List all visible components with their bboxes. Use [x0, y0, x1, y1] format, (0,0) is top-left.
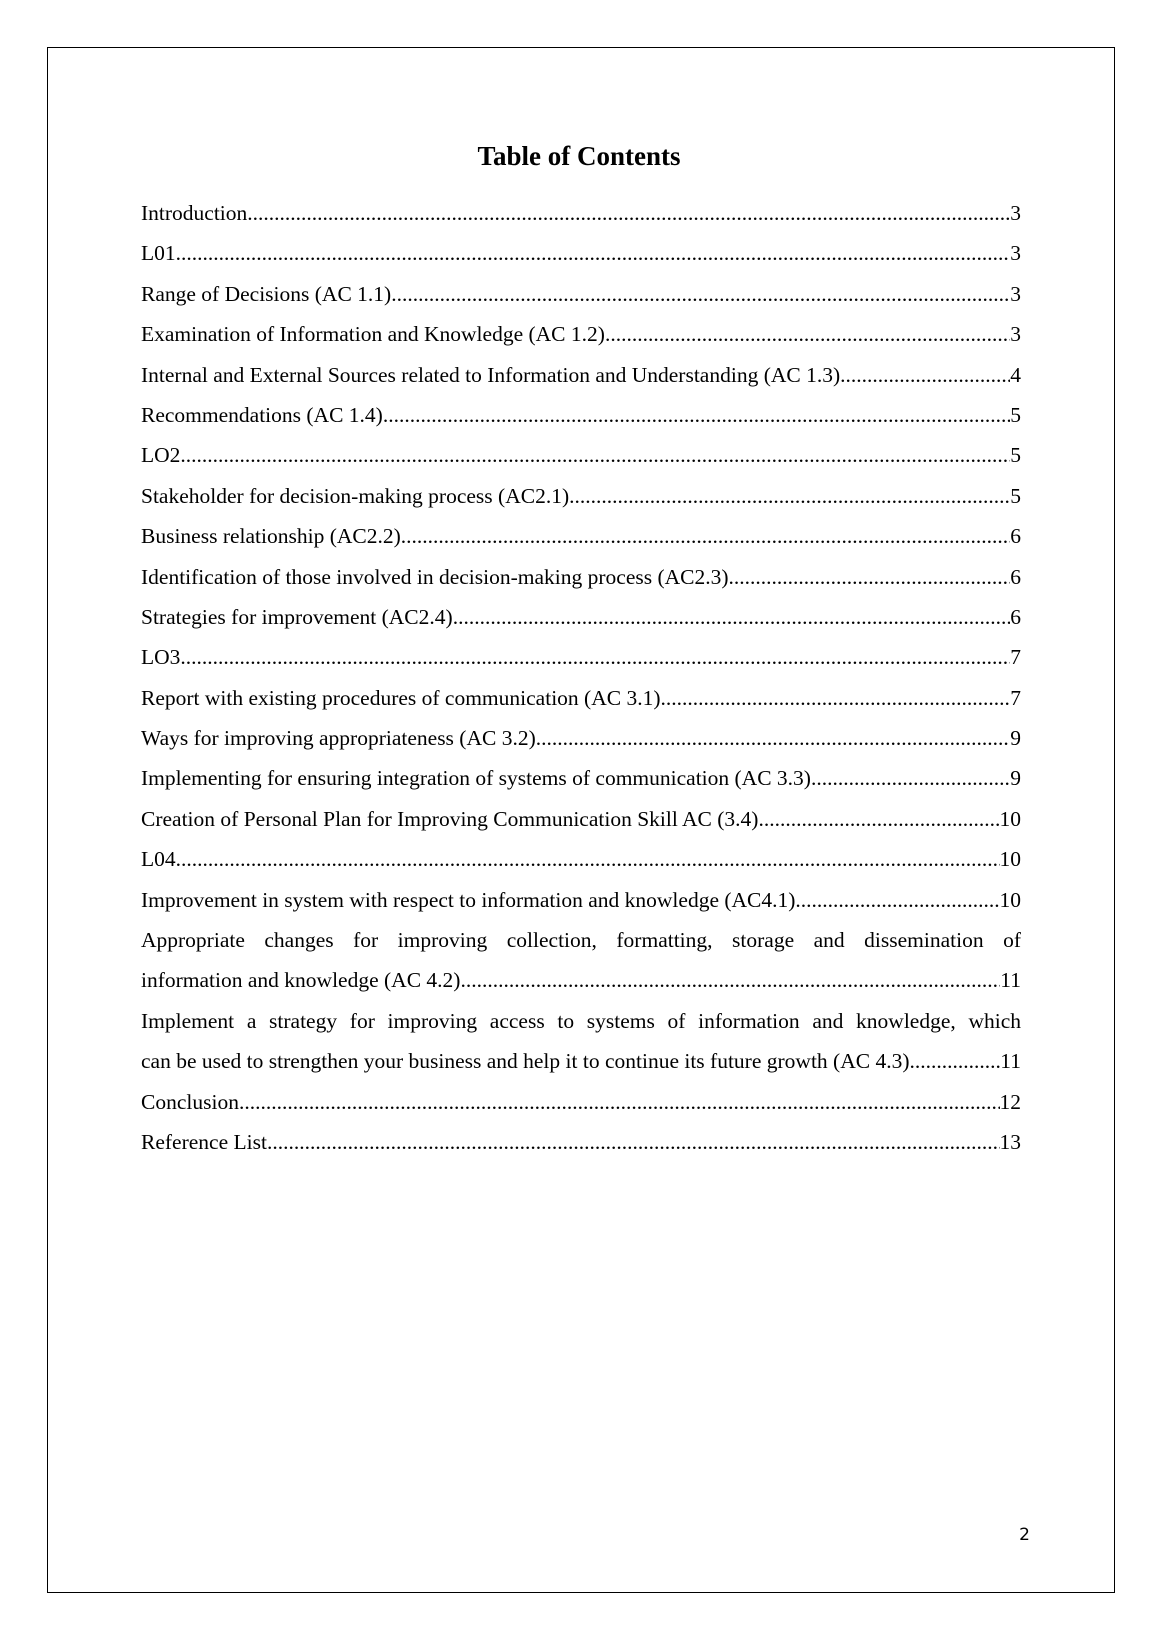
toc-entry-ac-1-3[interactable] [141, 355, 1021, 395]
toc-entry-page: 10 [999, 806, 1021, 831]
toc-entry-text: can be used to strengthen your business and help it to continue its future growth (AC 4.3) [141, 1049, 910, 1074]
dot-leader [536, 718, 1011, 758]
toc-entry-ac-2-1[interactable] [141, 476, 1021, 516]
toc-entry-ac-4-3[interactable] [141, 1041, 1021, 1081]
dot-leader [460, 960, 1000, 1000]
toc-entry-page: 6 [1010, 604, 1021, 629]
toc-entry-text: Creation of Personal Plan for Improving Communication Skill AC (3.4) [141, 806, 759, 831]
dot-leader [383, 395, 1010, 435]
dot-leader [909, 1041, 1000, 1081]
toc-entry-ac-3-2[interactable] [141, 718, 1021, 758]
toc-entry-page: 3 [1010, 201, 1021, 225]
dot-leader [401, 516, 1010, 556]
toc-entry-text: L04 [141, 847, 176, 872]
toc-list [141, 193, 1021, 1162]
toc-entry-ac-4-2-line1[interactable] [141, 920, 1021, 960]
toc-entry-page: 3 [1010, 322, 1021, 347]
dot-leader [180, 435, 1010, 475]
toc-entry-lo4[interactable] [141, 839, 1021, 879]
toc-entry-introduction[interactable] [141, 193, 1021, 233]
toc-entry-text: information and knowledge (AC 4.2) [141, 968, 461, 993]
toc-entry-page: 10 [999, 847, 1021, 872]
toc-entry-page: 13 [999, 1129, 1021, 1154]
toc-entry-page: 3 [1010, 241, 1021, 266]
toc-entry-text: Reference List [141, 1129, 267, 1154]
toc-title: Table of Contents [477, 141, 681, 171]
dot-leader [239, 1082, 1000, 1122]
toc-entry-text: Strategies for improvement (AC2.4) [141, 604, 453, 629]
toc-entry-ac-4-3-line1[interactable] [141, 1001, 1021, 1041]
toc-entry-text: Stakeholder for decision-making process (AC2.1) [141, 483, 570, 508]
toc-entry-text: Improvement in system with respect to information and knowledge (AC4.1) [141, 887, 796, 912]
toc-entry-ac-2-2[interactable] [141, 516, 1021, 556]
toc-entry-text: Appropriate changes for improving collection, formatting, storage and dissemination of [141, 928, 1021, 953]
page-number: 2 [1019, 1525, 1030, 1545]
toc-entry-page: 9 [1010, 726, 1021, 751]
toc-entry-lo2[interactable] [141, 435, 1021, 475]
dot-leader [180, 637, 1010, 677]
toc-entry-page: 11 [1000, 1049, 1021, 1074]
toc-entry-page: 9 [1010, 766, 1021, 791]
toc-entry-page: 7 [1010, 645, 1021, 670]
dot-leader [660, 678, 1010, 718]
toc-entry-page: 5 [1010, 483, 1021, 508]
dot-leader [247, 193, 1010, 233]
toc-entry-ac-4-1[interactable] [141, 880, 1021, 920]
toc-entry-page: 7 [1010, 685, 1021, 710]
dot-leader [453, 597, 1011, 637]
toc-entry-page: 5 [1010, 443, 1021, 468]
toc-entry-conclusion[interactable] [141, 1082, 1021, 1122]
dot-leader [569, 476, 1010, 516]
toc-entry-text: LO3 [141, 645, 181, 670]
toc-entry-text: Introduction [141, 201, 248, 225]
toc-entry-ac-3-1[interactable] [141, 678, 1021, 718]
toc-entry-text: Recommendations (AC 1.4) [141, 402, 383, 427]
dot-leader [795, 880, 999, 920]
toc-entry-page: 10 [999, 887, 1021, 912]
dot-leader [176, 233, 1011, 273]
toc-entry-page: 6 [1010, 524, 1021, 549]
toc-entry-ac-3-3[interactable] [141, 758, 1021, 798]
toc-entry-lo3[interactable] [141, 637, 1021, 677]
dot-leader [840, 355, 1010, 395]
dot-leader [267, 1122, 1000, 1162]
toc-entry-text: Implementing for ensuring integration of systems of communication (AC 3.3) [141, 766, 811, 791]
toc-entry-text: Business relationship (AC2.2) [141, 524, 401, 549]
toc-entry-ac-2-3[interactable] [141, 557, 1021, 597]
dot-leader [758, 799, 999, 839]
toc-entry-ac-2-4[interactable] [141, 597, 1021, 637]
dot-leader [391, 274, 1010, 314]
toc-entry-reference-list[interactable] [141, 1122, 1021, 1162]
toc-entry-page: 3 [1010, 281, 1021, 306]
toc-entry-ac-1-2[interactable] [141, 314, 1021, 354]
toc-entry-text: Identification of those involved in decision-making process (AC2.3) [141, 564, 729, 589]
toc-entry-text: L01 [141, 241, 176, 266]
dot-leader [176, 839, 1000, 879]
toc-entry-text: Implement a strategy for improving access to systems of information and knowledge, which [141, 1008, 1021, 1033]
toc-entry-page: 6 [1010, 564, 1021, 589]
toc-entry-ac-1-1[interactable] [141, 274, 1021, 314]
toc-entry-text: Ways for improving appropriateness (AC 3.2) [141, 726, 536, 751]
toc-entry-text: Examination of Information and Knowledge (AC 1.2) [141, 322, 605, 347]
dot-leader [729, 557, 1011, 597]
dot-leader [605, 314, 1010, 354]
toc-entry-page: 12 [999, 1089, 1021, 1114]
toc-entry-text: Internal and External Sources related to Information and Understanding (AC 1.3) [141, 362, 841, 387]
toc-entry-page: 11 [1000, 968, 1021, 993]
toc-entry-ac-4-2[interactable] [141, 960, 1021, 1000]
toc-entry-page: 5 [1010, 402, 1021, 427]
toc-entry-page: 4 [1010, 362, 1021, 387]
dot-leader [811, 758, 1010, 798]
toc-entry-text: Range of Decisions (AC 1.1) [141, 281, 392, 306]
toc-entry-text: Conclusion [141, 1089, 239, 1114]
toc-entry-ac-1-4[interactable] [141, 395, 1021, 435]
toc-entry-lo1[interactable] [141, 233, 1021, 273]
toc-entry-ac-3-4[interactable] [141, 799, 1021, 839]
toc-entry-text: LO2 [141, 443, 181, 468]
toc-entry-text: Report with existing procedures of communication (AC 3.1) [141, 685, 661, 710]
